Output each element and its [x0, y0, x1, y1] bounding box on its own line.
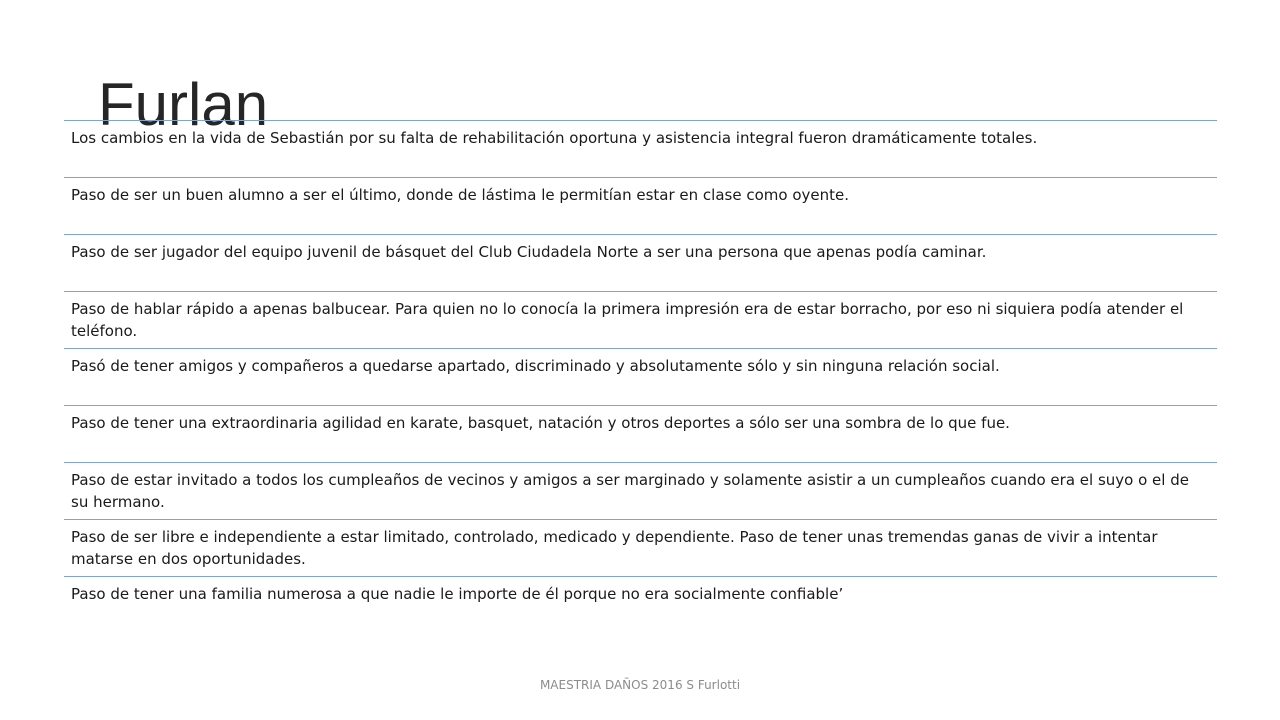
list-item: Paso de tener una familia numerosa a que nadie le importe de él porque no era socialmente confiable’: [64, 576, 1217, 633]
list-item: Paso de ser jugador del equipo juvenil de básquet del Club Ciudadela Norte a ser una persona que apenas podía caminar.: [64, 234, 1217, 291]
item-list: [64, 120, 1217, 633]
list-item: Pasó de tener amigos y compañeros a quedarse apartado, discriminado y absolutamente sólo y sin ninguna relación social.: [64, 348, 1217, 405]
list-item: Paso de ser libre e independiente a estar limitado, controlado, medicado y dependiente. Paso de tener unas tremendas ganas de vivir a intentar matarse en dos oportunidades.: [64, 519, 1217, 576]
list-item: Paso de hablar rápido a apenas balbucear. Para quien no lo conocía la primera impresión era de estar borracho, por eso ni siquiera podía atender el teléfono.: [64, 291, 1217, 348]
list-item: Paso de estar invitado a todos los cumpleaños de vecinos y amigos a ser marginado y solamente asistir a un cumpleaños cuando era el suyo o el de su hermano.: [64, 462, 1217, 519]
list-item: Paso de tener una extraordinaria agilidad en karate, basquet, natación y otros deportes a sólo ser una sombra de lo que fue.: [64, 405, 1217, 462]
slide-title: Furlan: [98, 71, 269, 138]
list-item: Los cambios en la vida de Sebastián por su falta de rehabilitación oportuna y asistencia integral fueron dramáticamente totales.: [64, 120, 1217, 177]
slide-footer: MAESTRIA DAÑOS 2016 S Furlotti: [539, 678, 741, 692]
list-item: Paso de ser un buen alumno a ser el último, donde de lástima le permitían estar en clase como oyente.: [64, 177, 1217, 234]
